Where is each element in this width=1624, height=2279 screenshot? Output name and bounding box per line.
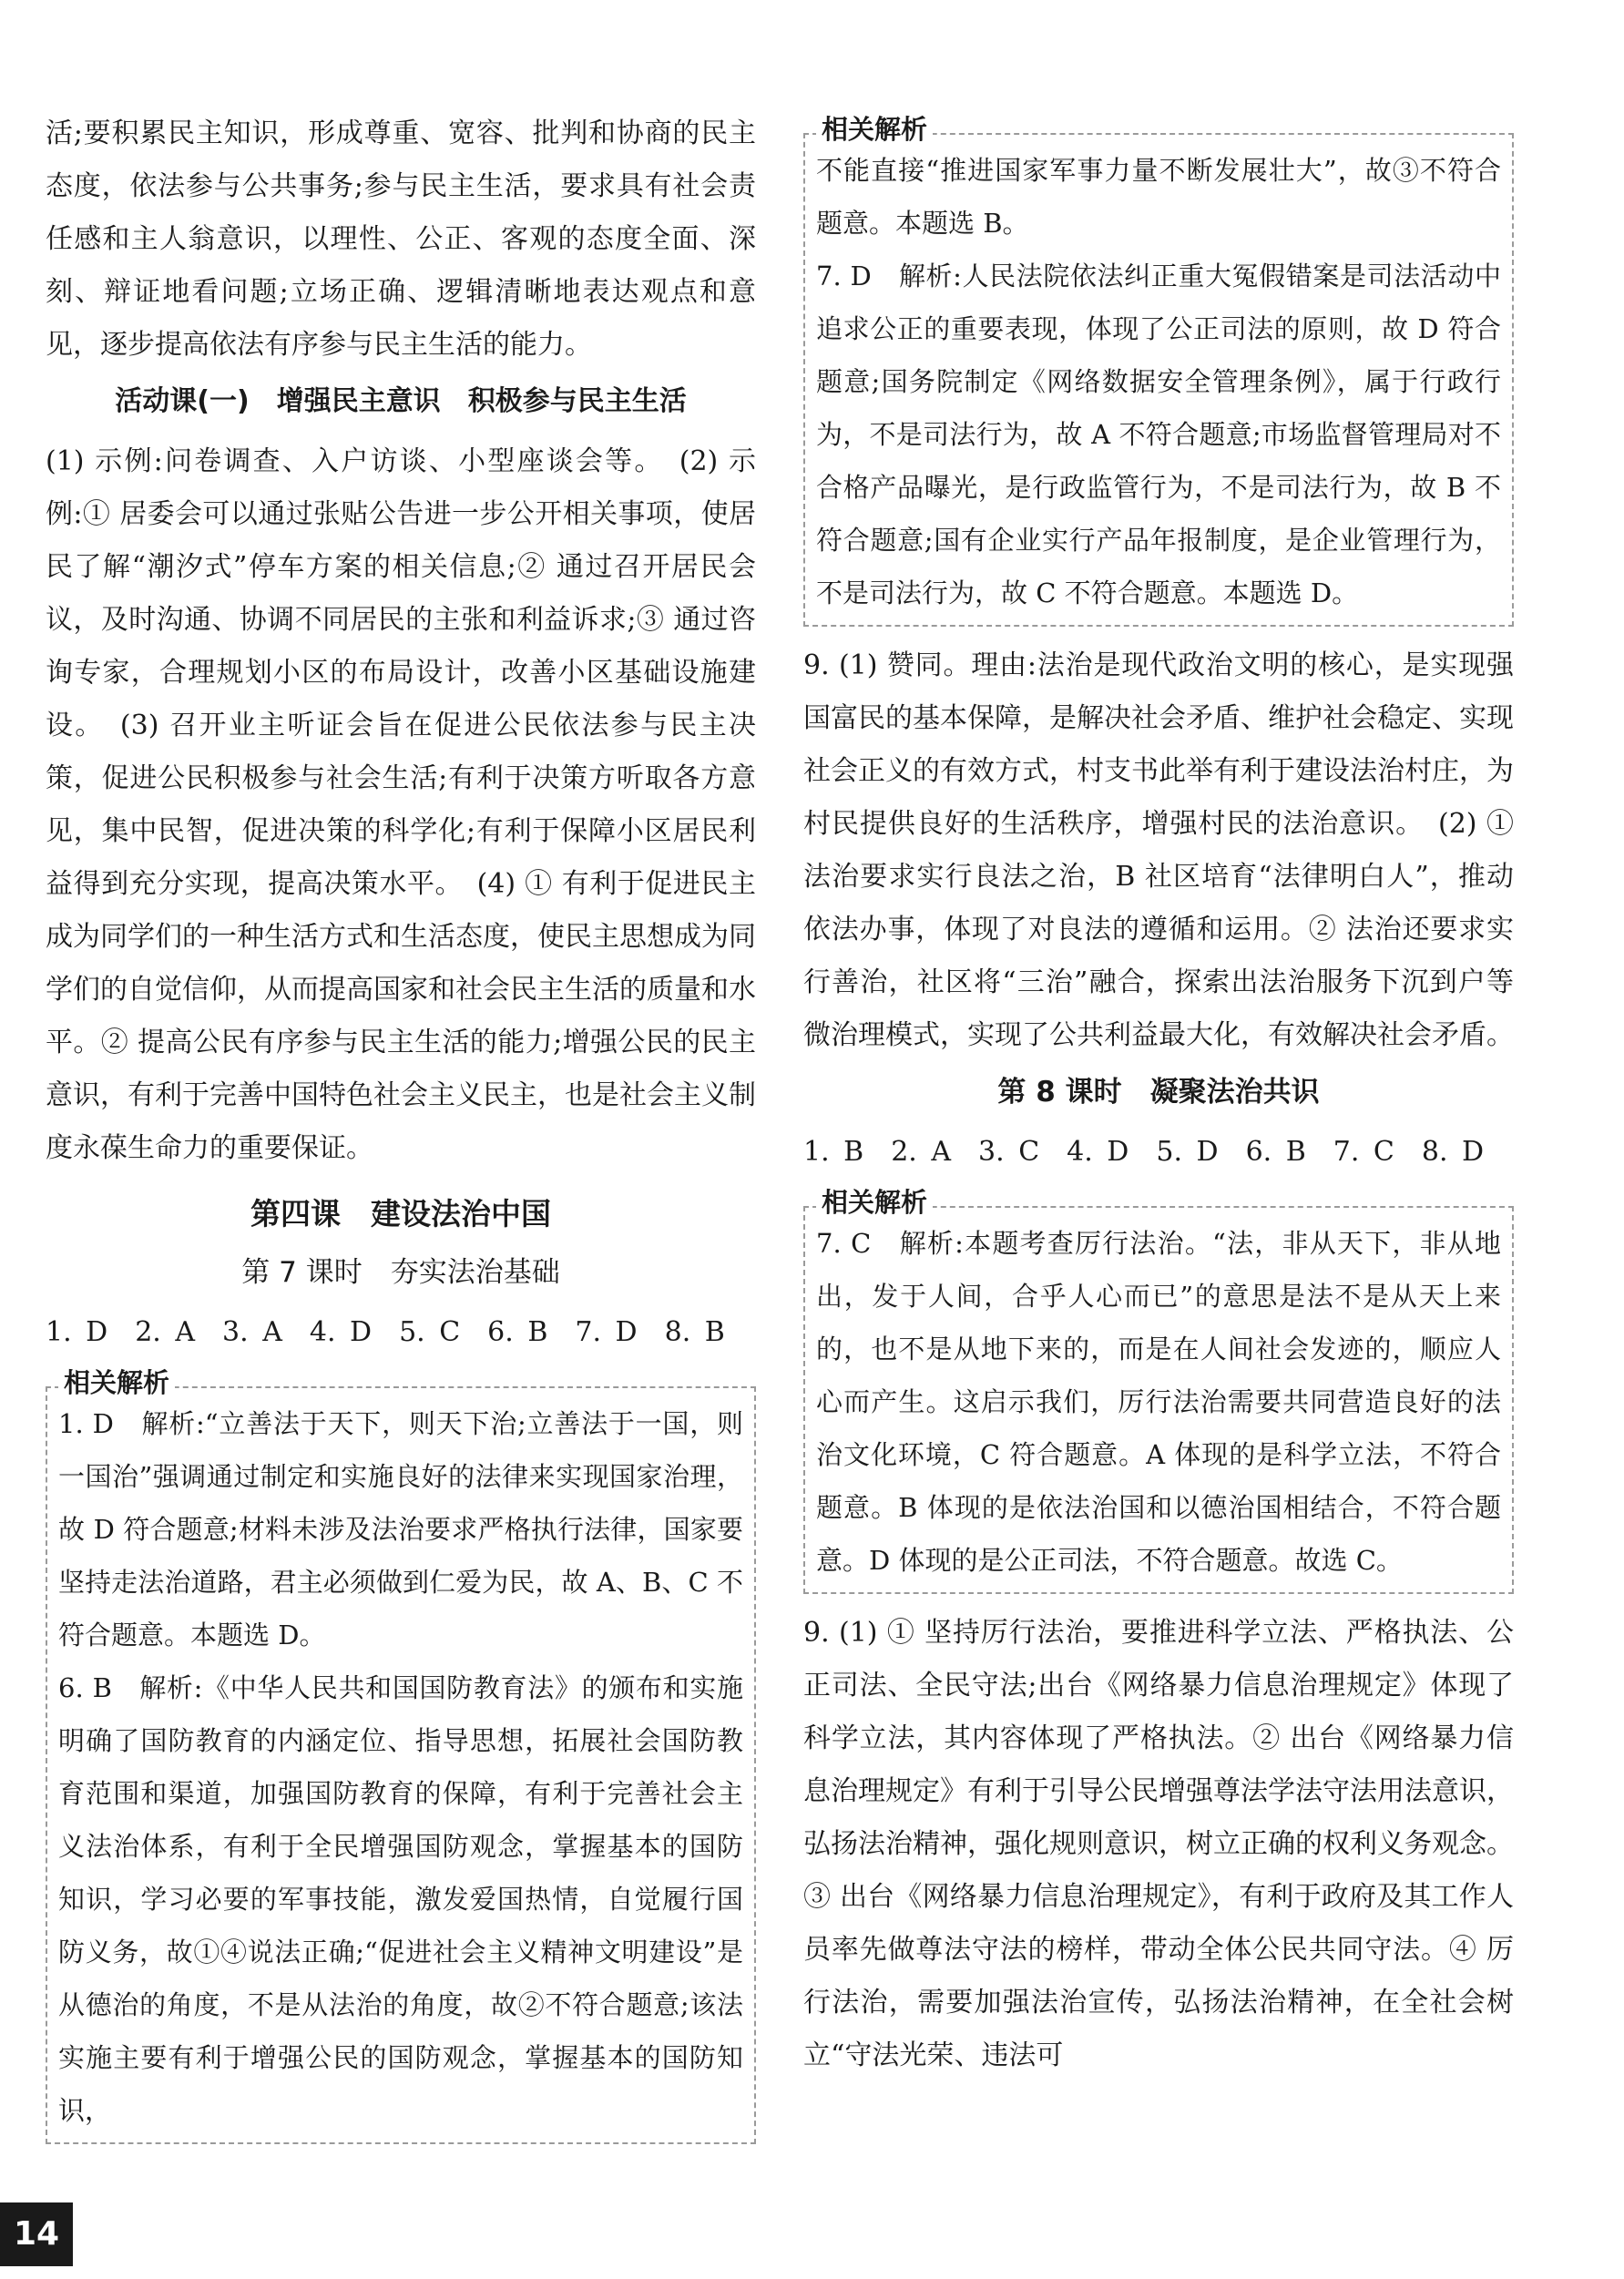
period7-q9: 9. (1) 赞同。理由:法治是现代政治文明的核心，是实现强国富民的基本保障，是解决社会矛盾、维护社会稳定、实现社会正义的有效方式，村支书此举有利于建设法治村庄，为村民提供良好的生活秩序，增强村民的法治意识。 (2) ① 法治要求实行良法之治，B 社区培育“法律明白人”，推动依法办事，体现了对良法的遵循和运用。② 法治还要求实行善治，社区将“三治”融合，探索出法治服务下沉到户等微治理模式，实现了公共利益最大化，有效解决社会矛盾。 <box>803 649 1514 1051</box>
period8-analysis-box <box>803 1187 1514 1594</box>
period7-title: 第 7 课时 夯实法治基础 <box>241 1256 560 1289</box>
period8-title: 第 8 课时 凝聚法治共识 <box>997 1076 1320 1109</box>
page-number: 14 <box>0 2202 73 2266</box>
analysis-label: 相关解析 <box>58 1366 175 1399</box>
analysis7-q6: 6. B 解析:《中华人民共和国国防教育法》的颁布和实施明确了国防教育的内涵定位、指导思想，拓展社会国防教育范围和渠道，加强国防教育的保障，有利于完善社会主义法治体系，有利于全民增强国防观念，掌握基本的国防知识，学习必要的军事技能，激发爱国热情，自觉履行国防义务，故①④说法正确;“促进社会主义精神文明建设”是从德治的角度，不是从法治的角度，故②不符合题意;该法实施主要有利于增强公民的国防观念，掌握基本的国防知识， <box>58 1672 743 2126</box>
right-column <box>803 114 1514 2082</box>
analysis7-q7: 7. D 解析:人民法院依法纠正重大冤假错案是司法活动中追求公正的重要表现，体现了公正司法的原则，故 D 符合题意;国务院制定《网络数据安全管理条例》，属于行政行为，不是司法行为，故 A 不符合题意;市场监督管理局对不合格产品曝光，是行政监管行为，不是司法行为，故 B 不符合题意;国有企业实行产品年报制度，是企业管理行为，不是司法行为，故 C 不符合题意。本题选 D。 <box>816 261 1501 608</box>
period7-analysis-box <box>46 1367 756 2144</box>
period8-q9: 9. (1) ① 坚持厉行法治，要推进科学立法、严格执法、公正司法、全民守法;出台《网络暴力信息治理规定》体现了科学立法，其内容体现了严格执法。② 出台《网络暴力信息治理规定》有利于引导公民增强尊法学法守法用法意识，弘扬法治精神，强化规则意识，树立正确的权利义务观念。③ 出台《网络暴力信息治理规定》，有利于政府及其工作人员率先做尊法守法的榜样，带动全体公民共同守法。④ 厉行法治，需要加强法治宣传，弘扬法治精神，在全社会树立“守法光荣、违法可 <box>803 1617 1514 2071</box>
analysis7-cont: 不能直接“推进国家军事力量不断发展壮大”，故③不符合题意。本题选 B。 <box>816 155 1501 239</box>
analysis7-q1: 1. D 解析:“立善法于天下，则天下治;立善法于一国，则一国治”强调通过制定和实施良好的法律来实现国家治理，故 D 符合题意;材料未涉及法治要求严格执行法律，国家要坚持走法治道路，君主必须做到仁爱为民，故 A、B、C 不符合题意。本题选 D。 <box>58 1408 743 1650</box>
left-column <box>46 107 756 2157</box>
analysis-label: 相关解析 <box>816 113 933 146</box>
period7-answers: 1. D 2. A 3. A 4. D 5. C 6. B 7. D 8. B <box>46 1316 725 1348</box>
period8-answers: 1. B 2. A 3. C 4. D 5. D 6. B 7. C 8. D <box>803 1136 1485 1168</box>
analysis8-q7: 7. C 解析:本题考查厉行法治。“法，非从天下，非从地出，发于人间，合乎人心而已”的意思是法不是从天上来的，也不是从地下来的，而是在人间社会发迹的，顺应人心而产生。这启示我们，厉行法治需要共同营造良好的法治文化环境，C 符合题意。A 体现的是科学立法，不符合题意。B 体现的是依法治国和以德治国相结合，不符合题意。D 体现的是公正司法，不符合题意。故选 C。 <box>816 1228 1501 1576</box>
analysis-label: 相关解析 <box>816 1186 933 1219</box>
activity-title: 活动课(一) 增强民主意识 积极参与民主生活 <box>115 385 687 417</box>
activity-body: (1) 示例:问卷调查、入户访谈、小型座谈会等。 (2) 示例:① 居委会可以通过张贴公告进一步公开相关事项，使居民了解“潮汐式”停车方案的相关信息;② 通过召开居民会议，及时沟通、协调不同居民的主张和利益诉求;③ 通过咨询专家，合理规划小区的布局设计，改善小区基础设施建设。 (3) 召开业主听证会旨在促进公民依法参与民主决策，促进公民积极参与社会生活;有利于决策方听取各方意见，集中民智，促进决策的科学化;有利于保障小区居民利益得到充分实现，提高决策水平。 (4) ① 有利于促进民主成为同学们的一种生活方式和生活态度，使民主思想成为同学们的自觉信仰，从而提高国家和社会民主生活的质量和水平。② 提高公民有序参与民主生活的能力;增强公民的民主意识，有利于完善中国特色社会主义民主，也是社会主义制度永葆生命力的重要保证。 <box>46 445 756 1164</box>
period7-analysis-box-cont <box>803 114 1514 627</box>
lesson-title: 第四课 建设法治中国 <box>250 1196 551 1231</box>
intro-paragraph: 活;要积累民主知识，形成尊重、宽容、批判和协商的民主态度，依法参与公共事务;参与民主生活，要求具有社会责任感和主人翁意识，以理性、公正、客观的态度全面、深刻、辩证地看问题;立场正确、逻辑清晰地表达观点和意见，逐步提高依法有序参与民主生活的能力。 <box>46 118 756 361</box>
